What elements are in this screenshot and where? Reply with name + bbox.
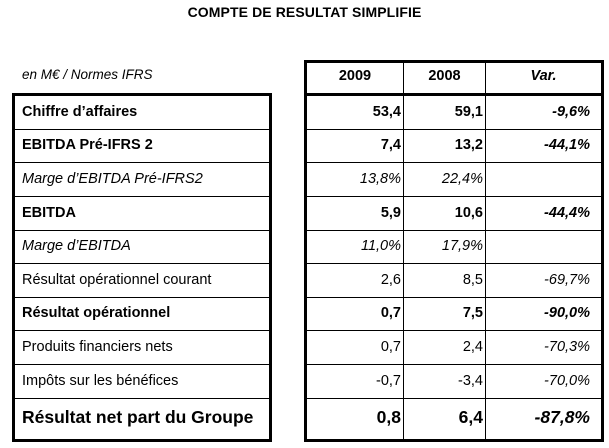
cell-2009: 0,8 <box>376 407 401 427</box>
units-label: en M€ / Normes IFRS <box>22 67 153 82</box>
cell-2008: 59,1 <box>454 104 483 120</box>
cell-2008: 6,4 <box>458 407 483 427</box>
cell-2008: 22,4% <box>441 171 483 187</box>
cell-2008: 8,5 <box>462 272 483 288</box>
header-divider <box>307 93 601 96</box>
row-label-chiffre-affaires: Chiffre d’affaires <box>22 104 138 120</box>
cell-2008: 17,9% <box>441 238 483 254</box>
row-label-resultat-operationnel-courant: Résultat opérationnel courant <box>22 272 212 288</box>
cell-var: -87,8% <box>534 407 590 427</box>
cell-2009: 5,9 <box>380 205 401 221</box>
cell-var: -44,4% <box>544 205 590 221</box>
row-label-ebitda: EBITDA <box>22 205 76 221</box>
cell-var: -9,6% <box>552 104 590 120</box>
row-label-marge-ebitda: Marge d’EBITDA <box>22 238 131 254</box>
row-divider <box>307 230 601 231</box>
row-label-impots-benefices: Impôts sur les bénéfices <box>22 373 179 389</box>
cell-2009: 53,4 <box>372 104 401 120</box>
row-label-ebitda-pre-ifrs2: EBITDA Pré-IFRS 2 <box>22 137 153 153</box>
cell-2009: 7,4 <box>380 137 401 153</box>
header-2009: 2009 <box>338 68 372 84</box>
cell-2008: 13,2 <box>454 137 483 153</box>
row-divider <box>15 398 269 399</box>
header-var: Var. <box>530 68 557 84</box>
cell-2008: -3,4 <box>458 373 483 389</box>
row-divider <box>15 196 269 197</box>
row-divider <box>15 230 269 231</box>
cell-2009: 13,8% <box>359 171 401 187</box>
row-divider <box>307 263 601 264</box>
cell-var: -69,7% <box>544 272 590 288</box>
cell-2008: 10,6 <box>454 205 483 221</box>
cell-2009: 2,6 <box>380 272 401 288</box>
row-divider <box>307 162 601 163</box>
row-divider <box>307 398 601 399</box>
row-divider <box>15 129 269 130</box>
cell-2008: 2,4 <box>462 339 483 355</box>
cell-2009: 11,0% <box>360 238 401 254</box>
row-label-resultat-operationnel: Résultat opérationnel <box>22 305 171 321</box>
row-divider <box>307 364 601 365</box>
row-divider <box>307 129 601 130</box>
row-divider <box>307 196 601 197</box>
row-label-produits-financiers-nets: Produits financiers nets <box>22 339 173 355</box>
cell-var: -70,0% <box>544 373 590 389</box>
row-divider <box>307 297 601 298</box>
row-divider <box>15 330 269 331</box>
row-divider <box>15 364 269 365</box>
cell-var: -70,3% <box>544 339 590 355</box>
cell-2009: -0,7 <box>376 373 401 389</box>
row-divider <box>15 162 269 163</box>
row-label-resultat-net-groupe: Résultat net part du Groupe <box>22 407 254 427</box>
row-divider <box>15 263 269 264</box>
page-title: COMPTE DE RESULTAT SIMPLIFIE <box>187 4 422 20</box>
row-divider <box>15 297 269 298</box>
row-label-marge-ebitda-pre-ifrs2: Marge d’EBITDA Pré-IFRS2 <box>22 171 203 187</box>
header-2008: 2008 <box>428 68 461 84</box>
cell-var: -90,0% <box>544 305 590 321</box>
row-divider <box>307 330 601 331</box>
cell-2009: 0,7 <box>380 305 401 321</box>
cell-2008: 7,5 <box>462 305 483 321</box>
cell-2009: 0,7 <box>380 339 401 355</box>
cell-var: -44,1% <box>544 137 590 153</box>
